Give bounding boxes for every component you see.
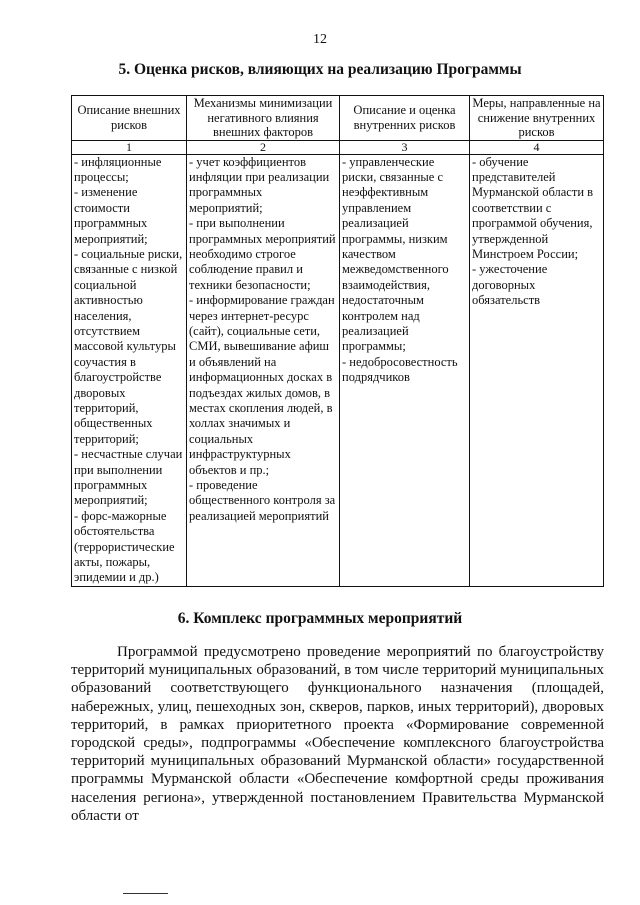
table-header-row <box>72 96 604 141</box>
cell-reduction-measures: - обучение представителей Мурманской области в соответствии с программой обучения, утвержденной Минстроем России; - ужесточение договорных обязательств <box>470 154 604 586</box>
header-internal-risks: Описание и оценка внутренних рисков <box>340 96 470 141</box>
risks-table <box>71 95 604 587</box>
cell-minimization-mechanisms: - учет коэффициентов инфляции при реализации программных мероприятий; - при выполнении программных мероприятий необходимо строгое соблюдение правил и техники безопасности; - информирование граждан через интернет-ресурс (сайт), социальные сети, СМИ, вывешивание афиш и объявлений на информационных досках в подъездах жилых домов, в местах скопления людей, в холлах значимых и социальных инфраструктурных объектов и пр.; - проведение общественного контроля за реализацией мероприятий <box>187 154 340 586</box>
cell-internal-risks: - управленческие риски, связанные с неэффективным управлением реализацией программы, низким качеством межведомственного взаимодействия, недостаточным контролем над реализацией программы; - недобросовестность подрядчиков <box>340 154 470 586</box>
header-minimization-mechanisms: Механизмы минимизации негативного влияния внешних факторов <box>187 96 340 141</box>
section-5-title: 5. Оценка рисков, влияющих на реализацию Программы <box>118 61 522 78</box>
cell-external-risks: - инфляционные процессы; - изменение стоимости программных мероприятий; - социальные риски, связанные с низкой социальной активностью населения, отсутствием массовой культуры соучастия в благоустройстве дворовых территорий, общественных территорий; - несчастные случаи при выполнении программных мероприятий; - форс-мажорные обстоятельства (террористические акты, пожары, эпидемии и др.) <box>72 154 187 586</box>
section-6-title: 6. Комплекс программных мероприятий <box>177 610 463 627</box>
footer-line <box>123 893 168 894</box>
table-body-row <box>72 154 604 586</box>
section-6-paragraph: Программой предусмотрено проведение мероприятий по благоустройству территорий муниципальных образований, в том числе территорий муниципальных образований соответствующего функционального назначения (площадей, набережных, улиц, пешеходных зон, скверов, парков, иных территорий), дворовых территорий, в рамках приоритетного проекта «Формирование современной городской среды», подпрограммы «Обеспечение комплексного благоустройства территорий муниципальных образований Мурманской области» государственной программы Мурманской области «Обеспечение комфортной среды проживания населения региона», утвержденной постановлением Правительства Мурманской области от <box>71 644 604 824</box>
column-number: 1 <box>72 140 187 154</box>
header-reduction-measures: Меры, направленные на снижение внутренних рисков <box>470 96 604 141</box>
column-number-row <box>72 140 604 154</box>
page-number: 12 <box>313 32 327 47</box>
column-number: 3 <box>340 140 470 154</box>
column-number: 4 <box>470 140 604 154</box>
column-number: 2 <box>187 140 340 154</box>
header-external-risks: Описание внешних рисков <box>72 96 187 141</box>
